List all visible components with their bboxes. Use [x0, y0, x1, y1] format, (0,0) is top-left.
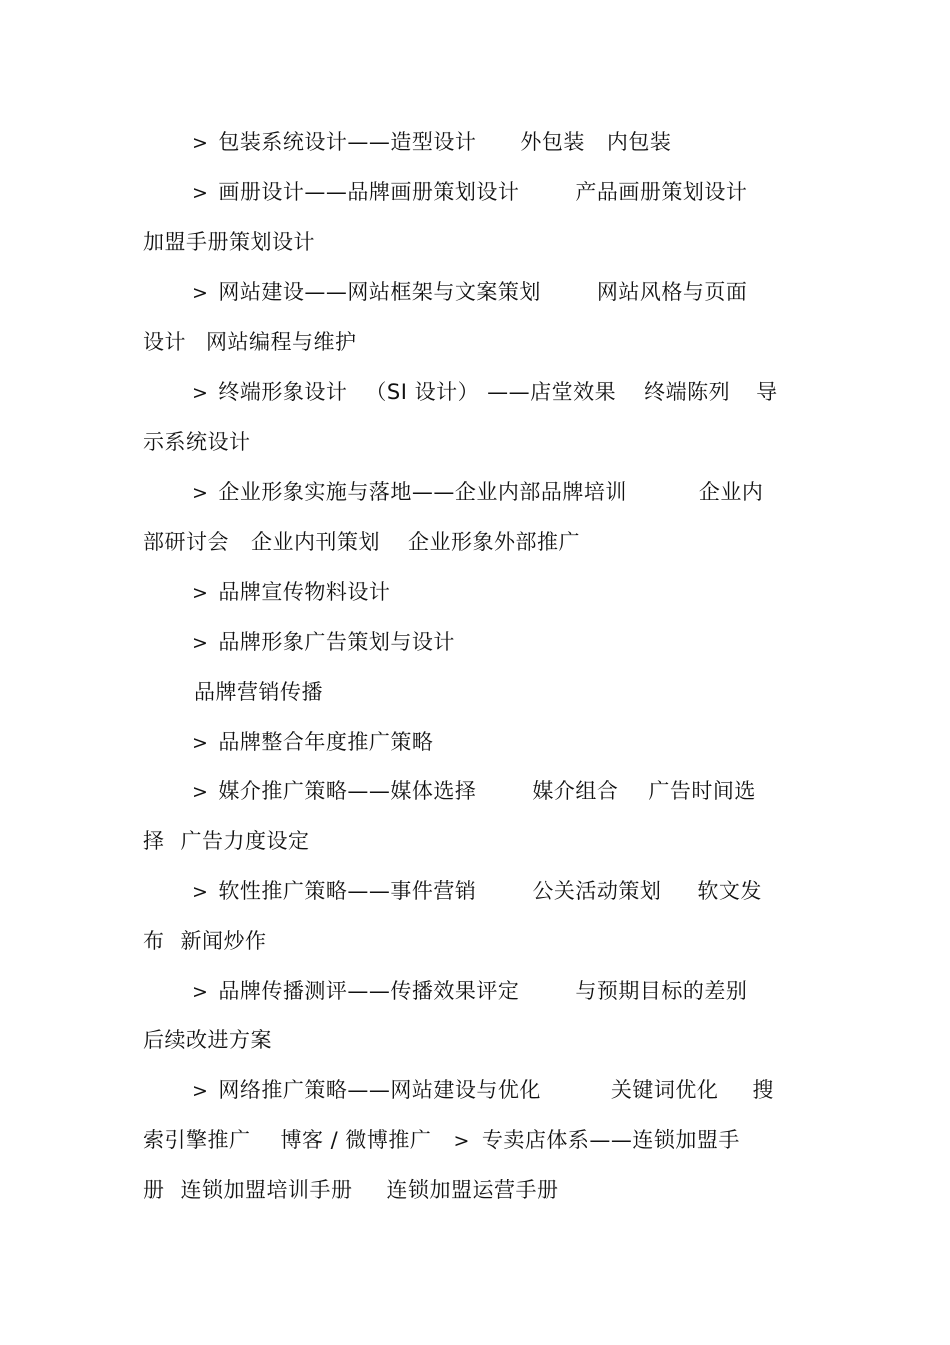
line-segment: 与预期目标的差别 [575, 979, 748, 1003]
line-segment: 终端陈列 [644, 380, 731, 404]
line-segment: 导 [756, 380, 778, 404]
text-line [143, 327, 357, 357]
line-segment: 布 [143, 929, 165, 953]
line-segment: 品牌形象广告策划与设计 [218, 630, 455, 654]
line-segment: 外包装 [520, 130, 585, 154]
line-segment: 网站风格与页面 [596, 280, 748, 304]
line-segment: 公关活动策划 [532, 879, 662, 903]
text-line [143, 826, 310, 856]
text-line [143, 527, 580, 557]
line-segment: 网络推广策略——网站建设与优化 [218, 1078, 541, 1102]
line-segment: 加盟手册策划设计 [143, 230, 315, 254]
line-segment: 企业形象实施与落地——企业内部品牌培训 [218, 480, 627, 504]
line-segment: 设计 [143, 330, 186, 354]
bullet-marker: > [192, 132, 209, 154]
text-line [143, 427, 251, 457]
text-line [192, 477, 763, 507]
text-line [143, 926, 267, 956]
line-segment: 软性推广策略——事件营销 [218, 879, 477, 903]
text-line [192, 277, 747, 307]
line-segment: 产品画册策划设计 [575, 180, 748, 204]
bullet-marker: > [192, 1080, 209, 1102]
line-segment: 册 [143, 1178, 165, 1202]
text-line [192, 1075, 774, 1105]
line-segment: 示系统设计 [143, 430, 251, 454]
bullet-marker: > [192, 182, 209, 204]
line-segment: 品牌整合年度推广策略 [218, 730, 434, 754]
line-segment: 品牌传播测评——传播效果评定 [218, 979, 520, 1003]
bullet-marker: > [192, 781, 209, 803]
text-line [192, 876, 762, 906]
text-line [192, 577, 390, 607]
bullet-marker: > [192, 632, 209, 654]
bullet-marker: > [192, 582, 209, 604]
line-segment: 择 [143, 829, 165, 853]
line-segment: 媒介组合 [532, 779, 619, 803]
text-line [192, 776, 756, 806]
line-segment: 企业内刊策划 [251, 530, 380, 554]
bullet-marker: > [192, 981, 209, 1003]
line-segment: （SI 设计） [365, 380, 480, 404]
line-segment: 包装系统设计——造型设计 [218, 130, 477, 154]
bullet-marker: > [453, 1130, 470, 1152]
line-segment: 后续改进方案 [143, 1028, 272, 1052]
line-segment: 内包装 [606, 130, 672, 154]
line-segment: 品牌营销传播 [194, 680, 323, 704]
line-segment: 网站建设——网站框架与文案策划 [218, 280, 541, 304]
text-line [192, 127, 671, 157]
text-line [192, 976, 747, 1006]
text-line [192, 377, 778, 407]
text-line [192, 727, 433, 757]
line-segment: 博客 / 微博推广 [280, 1128, 432, 1152]
line-segment: 连锁加盟培训手册 [180, 1178, 353, 1202]
bullet-marker: > [192, 732, 209, 754]
bullet-marker: > [192, 881, 209, 903]
line-segment: 网站编程与维护 [206, 330, 357, 354]
line-segment: 软文发 [697, 879, 762, 903]
line-segment: 广告时间选 [648, 779, 756, 803]
text-line [192, 177, 747, 207]
line-segment: 终端形象设计 [218, 380, 348, 404]
line-segment: 画册设计——品牌画册策划设计 [218, 180, 520, 204]
line-segment: 广告力度设定 [180, 829, 310, 853]
line-segment: ——店堂效果 [487, 380, 617, 404]
text-line [143, 1125, 740, 1155]
line-segment: 关键词优化 [610, 1078, 719, 1102]
text-line [143, 227, 315, 257]
line-segment: 企业形象外部推广 [408, 530, 580, 554]
bullet-marker: > [192, 382, 209, 404]
line-segment: 品牌宣传物料设计 [218, 580, 391, 604]
text-line [143, 1025, 272, 1055]
line-segment: 索引擎推广 [143, 1128, 251, 1152]
line-segment: 部研讨会 [143, 530, 229, 554]
line-segment: 连锁加盟运营手册 [386, 1178, 559, 1202]
bullet-marker: > [192, 282, 209, 304]
line-segment: 媒介推广策略——媒体选择 [218, 779, 477, 803]
line-segment: 专卖店体系——连锁加盟手 [481, 1128, 740, 1152]
line-segment: 新闻炒作 [180, 929, 267, 953]
bullet-marker: > [192, 482, 209, 504]
text-line [192, 627, 455, 657]
line-segment: 搜 [752, 1078, 774, 1102]
section-heading [194, 677, 323, 707]
text-line [143, 1175, 559, 1205]
line-segment: 企业内 [698, 480, 764, 504]
